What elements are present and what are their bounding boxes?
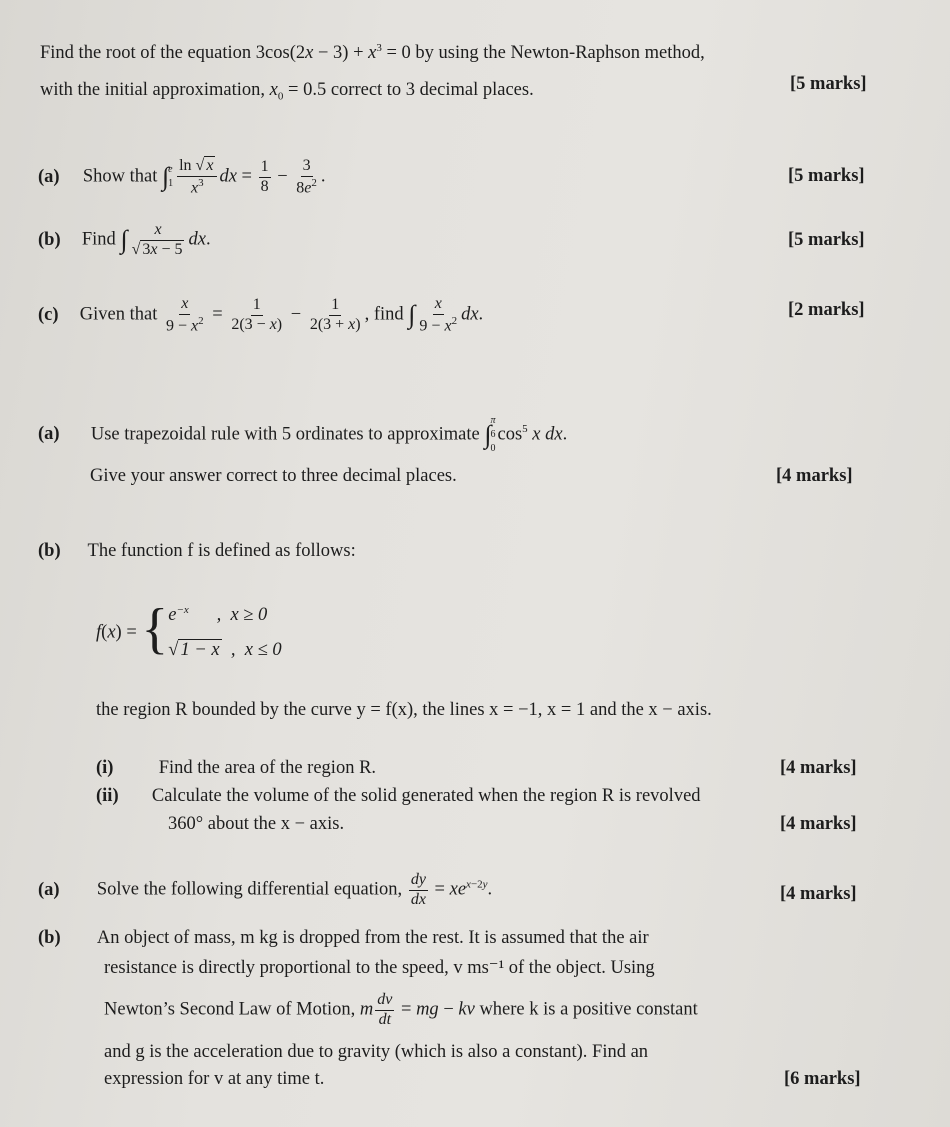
q3b-intro: The function f is defined as follows: [87,541,356,561]
q3b-ii-label: (ii) [96,786,119,806]
q4a-text: Solve the following differential equation, [96,879,403,900]
q2a-text: Show that [82,166,158,187]
q3b-ii-line2: 360° about the x − axis. [168,814,345,834]
q3b-region: the region R bounded by the curve y = f(x), the lines x = −1, x = 1 and the x − axis. [96,700,712,720]
q3a-line2: Give your answer correct to three decimal places. [90,466,457,486]
q1-line1: Find the root of the equation $3\cos(2x - 3) + x^3 = 0$ by using the Newton-Raphson method, [40,42,705,64]
q4b-line5: expression for v at any time t. [104,1069,325,1089]
q3a-text: Use trapezoidal rule with 5 ordinates to approximate [90,424,480,445]
piecewise-function: f(x) = { $e^{-x}$ , x ≥ 0 √ 1 − x , x ≤ 0 [96,598,282,661]
q1-line2: with the initial approximation, $x_0 = 0.5$ correct to 3 decimal places. [40,80,534,103]
q2a-marks: [5 marks] [788,166,865,186]
q4b-line1: An object of mass, m kg is dropped from the rest. It is assumed that the air [96,928,649,948]
q4b-line4: and g is the acceleration due to gravity (which is also a constant). Find an [104,1042,649,1062]
q3b-ii-marks: [4 marks] [780,814,857,834]
q4b-line1-wrap [38,928,649,949]
q2b-marks: [5 marks] [788,230,865,250]
q2c-label: (c) [38,304,59,325]
q1-marks: [5 marks] [790,74,867,94]
q4a-label: (a) [38,879,60,900]
q2c-marks: [2 marks] [788,300,865,320]
q2b-line: (b) Find ∫ $\frac{x}{√ 3x - 5}$ dx. [38,221,211,258]
q2c-mid: , find [364,304,404,325]
q4b-line3: Newton’s Second Law of Motion, m $\frac{dv}{dt}$ = mg − kv where k is a positive constant [104,991,698,1028]
q2c-text: Given that [79,304,158,325]
q4b-line2: resistance is directly proportional to the speed, v ms⁻¹ of the object. Using [104,958,655,978]
q4b-marks: [6 marks] [784,1069,861,1089]
q2c-line: (c) Given that $\frac{x}{9 - x^2}$ = $\frac{1}{2(3 - x)}$ − $\frac{1}{2(3 + x)}$ , find ∫ $\frac{x}{9 - x^2}$ dx. [38,295,484,335]
q3b-ii-line1: Calculate the volume of the solid generated when the region R is revolved [151,786,701,806]
q4a-line: (a) Solve the following differential equation, $\frac{dy}{dx}$ = $xe^{x-2y}$. [38,871,493,908]
q3a-label: (a) [38,424,60,445]
q3b-ii [96,786,701,807]
q2b-text: Find [81,229,116,250]
q3b-label: (b) [38,541,61,561]
q2a-label: (a) [38,166,60,187]
q3b-i [96,758,376,779]
q3b-i-label: (i) [96,758,114,778]
q3a-marks: [4 marks] [776,466,853,486]
q3b-i-text: Find the area of the region R. [158,758,377,778]
q4b-line3b: where k is a positive constant [479,999,698,1020]
q2b-label: (b) [38,229,61,250]
q3b-intro-line [38,541,356,562]
q4b-label: (b) [38,928,61,948]
q3a-line1: (a) Use trapezoidal rule with 5 ordinates to approximate ∫ π 6 0 $\cos^5 x$ dx. [38,415,568,454]
q2a-line: (a) Show that ∫ e 1 $\frac{\ln √ x}{x^3}$ dx = $\frac{1}{8}$ − $\frac{3}{8e^2}$ . [38,157,326,197]
q4a-marks: [4 marks] [780,884,857,904]
q4b-line3a: Newton’s Second Law of Motion, [104,999,356,1020]
q3b-i-marks: [4 marks] [780,758,857,778]
